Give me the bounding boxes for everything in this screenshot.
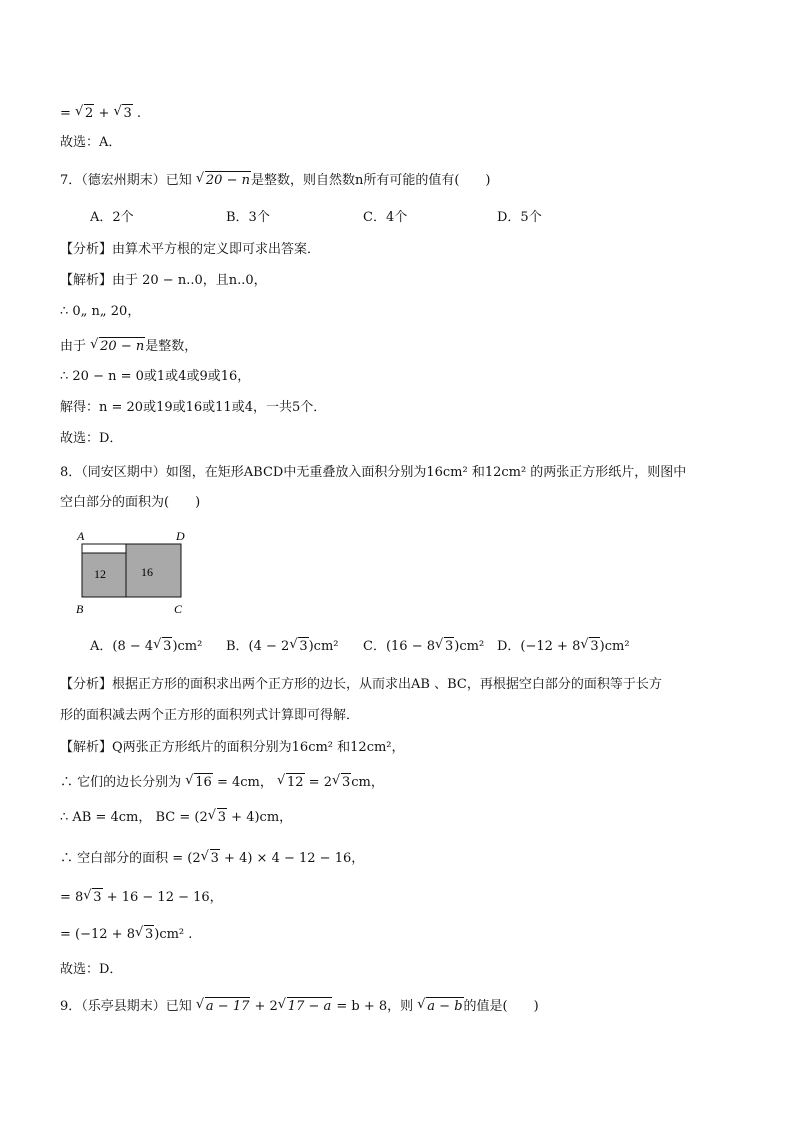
text: )cm² xyxy=(599,639,630,654)
text: D．(−12 + 8 xyxy=(497,639,581,654)
radicand: 2 xyxy=(85,106,94,121)
text: + 4) × 4 − 12 − 16， xyxy=(219,851,365,866)
solution-line xyxy=(60,773,384,792)
rectangle-figure xyxy=(72,527,194,619)
label-d: D xyxy=(176,529,185,543)
radicand: 3 xyxy=(123,106,132,121)
text: )cm² . xyxy=(154,927,193,942)
q8-option-a xyxy=(90,637,202,656)
analysis: 【分析】根据正方形的面积求出两个正方形的边长，从而求出AB 、BC，再根据空白部分的面积等于长方 xyxy=(60,677,662,692)
radical xyxy=(162,637,172,656)
solution-line xyxy=(60,808,292,827)
radicand: 3 xyxy=(144,927,154,942)
text: + 2 xyxy=(250,999,278,1014)
q7-option-d: D．5个 xyxy=(497,210,542,225)
radicand: 3 xyxy=(210,851,219,866)
label-c: C xyxy=(174,602,183,616)
radicand: 3 xyxy=(590,639,599,654)
radicand: a − 17 xyxy=(205,999,250,1014)
text: 是整数，则自然数n所有可能的值有( ) xyxy=(250,173,491,188)
solution-line xyxy=(60,849,364,868)
q7-option-a: A．2个 xyxy=(90,210,134,225)
text: + xyxy=(94,106,114,121)
radicand: 3 xyxy=(299,639,308,654)
text: B．(4 − 2 xyxy=(226,639,290,654)
label-a: A xyxy=(77,529,85,543)
solution: 【解析】Q两张正方形纸片的面积分别为16cm² 和12cm²， xyxy=(60,740,405,755)
text: C．(16 − 8 xyxy=(363,639,435,654)
text: + 4)cm， xyxy=(227,810,293,825)
q8-option-b xyxy=(226,637,339,656)
q8-option-d xyxy=(497,637,630,656)
radical xyxy=(205,171,251,190)
solution-line: ∴ 20 − n = 0或1或4或9或16， xyxy=(60,369,251,384)
radical xyxy=(426,997,463,1016)
question-8-line-2: 空白部分的面积为( ) xyxy=(60,495,201,510)
text: + 16 − 12 − 16， xyxy=(102,890,223,905)
solution-line: ∴ 0„ n„ 20， xyxy=(60,304,141,319)
text: 是整数， xyxy=(145,339,198,354)
radical xyxy=(194,773,213,792)
text: ∴ AB = 4cm， BC = (2 xyxy=(60,810,208,825)
radical xyxy=(287,997,332,1016)
radical xyxy=(92,888,102,907)
label-16: 16 xyxy=(141,565,153,579)
text: = (−12 + 8 xyxy=(60,927,135,942)
radicand: 3 xyxy=(445,639,454,654)
text: A．(8 − 4 xyxy=(90,639,154,654)
radical xyxy=(298,637,308,656)
text: )cm² xyxy=(454,639,485,654)
solution-line xyxy=(60,337,197,356)
analysis: 【分析】由算术平方根的定义即可求出答案． xyxy=(60,242,321,257)
radical xyxy=(286,773,305,792)
label-12: 12 xyxy=(94,567,106,581)
equation-line xyxy=(60,104,141,123)
radical xyxy=(122,104,132,123)
radicand: 20 − n xyxy=(205,173,250,188)
label-b: B xyxy=(76,602,84,616)
text: . xyxy=(132,106,142,121)
radicand: 16 xyxy=(195,775,212,790)
text: 9．（乐亭县期末）已知 xyxy=(60,999,196,1014)
radicand: a − b xyxy=(427,999,463,1014)
radicand: 20 − n xyxy=(100,339,145,354)
text: )cm² xyxy=(172,639,203,654)
radicand: 3 xyxy=(341,775,351,790)
radical xyxy=(99,337,145,356)
radical xyxy=(205,997,250,1016)
text: 的值是( ) xyxy=(463,999,539,1014)
radicand: 3 xyxy=(93,890,102,905)
radical xyxy=(84,104,94,123)
q8-option-c xyxy=(363,637,484,656)
radical xyxy=(144,925,154,944)
text: 7．（德宏州期末）已知 xyxy=(60,173,196,188)
q7-option-c: C．4个 xyxy=(363,210,408,225)
solution: 【解析】由于 20 − n..0，且n..0， xyxy=(60,273,267,288)
radical xyxy=(210,849,220,868)
text: cm， xyxy=(351,775,384,790)
text: )cm² xyxy=(308,639,339,654)
question-8-line-1: 8．（同安区期中）如图，在矩形ABCD中无重叠放入面积分别为16cm² 和12cm² 的两张正方形纸片，则图中 xyxy=(60,465,687,480)
solution-line: 解得：n = 20或19或16或11或4，一共5个． xyxy=(60,400,327,415)
radical xyxy=(217,808,227,827)
radical xyxy=(589,637,599,656)
answer-line: 故选：D． xyxy=(60,431,123,446)
radicand: 12 xyxy=(286,775,304,790)
radicand: 17 − a xyxy=(287,999,332,1014)
solution-line xyxy=(60,888,223,907)
text: = 4cm， xyxy=(212,775,277,790)
solution-line xyxy=(60,925,192,944)
q7-option-b: B．3个 xyxy=(226,210,270,225)
analysis-cont: 形的面积减去两个正方形的面积列式计算即可得解． xyxy=(60,708,360,723)
text: = 8 xyxy=(60,890,84,905)
text: = b + 8，则 xyxy=(332,999,418,1014)
answer-line: 故选：A． xyxy=(60,135,122,150)
text: 由于 xyxy=(60,339,91,354)
text: ∴ 空白部分的面积 = (2 xyxy=(60,851,201,866)
radicand: 3 xyxy=(217,810,227,825)
radical xyxy=(341,773,351,792)
square-16 xyxy=(126,544,181,597)
radical xyxy=(444,637,454,656)
answer-line: 故选：D． xyxy=(60,962,123,977)
question-7 xyxy=(60,171,491,190)
radicand: 3 xyxy=(163,639,172,654)
question-9 xyxy=(60,997,539,1016)
text: ∴ 它们的边长分别为 xyxy=(60,775,186,790)
text: = xyxy=(60,106,76,121)
text: = 2 xyxy=(304,775,332,790)
